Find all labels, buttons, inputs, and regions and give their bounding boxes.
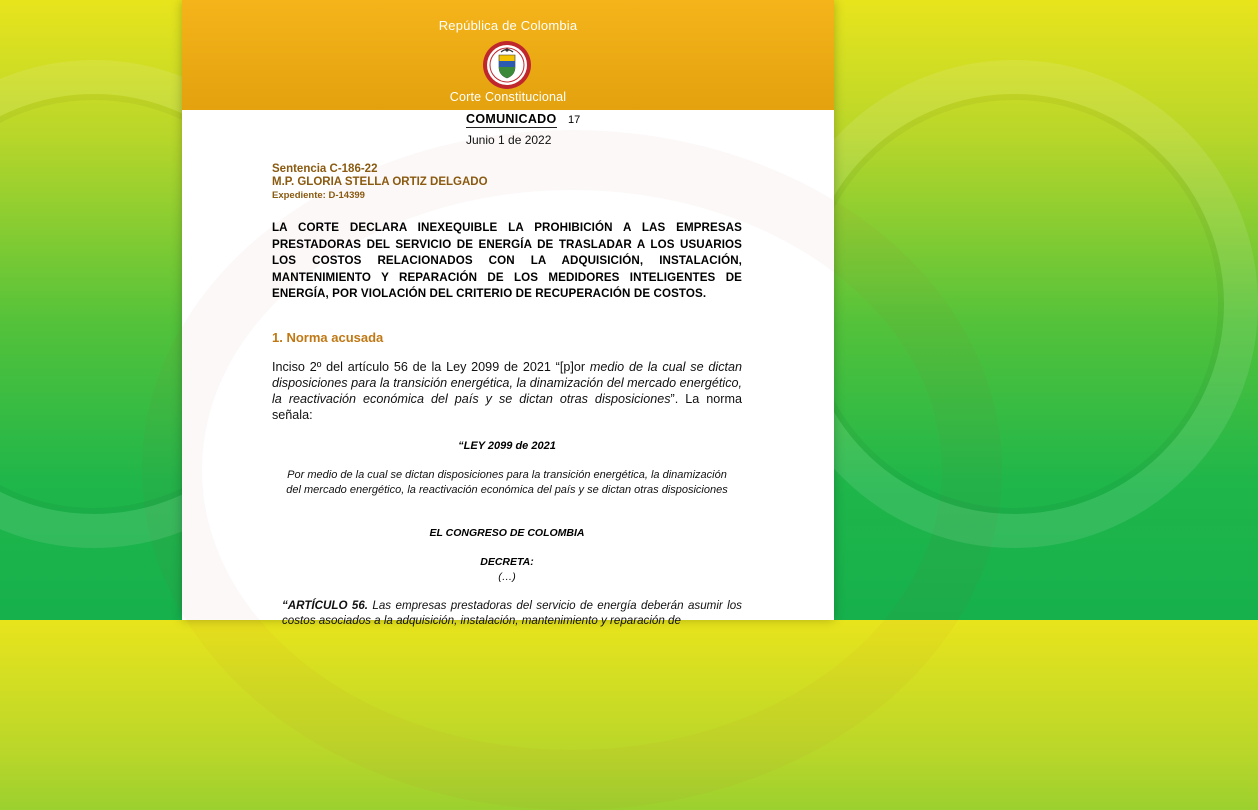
- sentencia-number: Sentencia C-186-22: [272, 163, 378, 175]
- case-metadata: [272, 163, 488, 201]
- law-decreta: DECRETA:: [480, 556, 534, 568]
- header-republic: República de Colombia: [438, 18, 578, 33]
- section-title: 1. Norma acusada: [272, 330, 384, 345]
- comunicado-row: [466, 112, 580, 128]
- header-court: Corte Constitucional: [449, 90, 567, 104]
- paragraph-end-text: ”. La norma señala:: [272, 392, 742, 422]
- comunicado-number: 17: [567, 114, 581, 126]
- expediente-number: Expediente: D-14399: [272, 190, 365, 201]
- magistrate-name: M.P. GLORIA STELLA ORTIZ DELGADO: [272, 176, 488, 188]
- article-text: Las empresas prestadoras del servicio de energía deberán asumir los costos asociados a la adquisición, instalación, mantenimiento y reparación de: [282, 599, 742, 627]
- paragraph-italic-text: medio de la cual se dictan disposiciones para la transición energética, la dinamización del mercado energético, la reactivación económica del país y se dictan otras disposiciones: [272, 360, 742, 406]
- article-label: “ARTÍCULO 56.: [282, 599, 368, 612]
- paragraph-text: Inciso 2º del artículo 56 de la Ley 2099 de 2021 “[p]or: [272, 360, 590, 374]
- law-ellipsis: (…): [498, 571, 516, 583]
- law-title: “LEY 2099 de 2021: [458, 440, 556, 452]
- comunicado-label: COMUNICADO: [466, 112, 557, 126]
- section-paragraph: [272, 359, 742, 423]
- comunicado-date: Junio 1 de 2022: [466, 133, 552, 147]
- document-page: [182, 0, 834, 627]
- ruling-headline: LA CORTE DECLARA INEXEQUIBLE LA PROHIBICIÓN A LAS EMPRESAS PRESTADORAS DEL SERVICIO DE ENERGÍA DE TRASLADAR A LOS USUARIOS LOS COSTOS RELACIONADOS CON LA ADQUISICIÓN, INSTALACIÓN, MANTENIMIENTO Y REPARACIÓN DE LOS MEDIDORES INTELIGENTES DE ENERGÍA, POR VIOLACIÓN DEL CRITERIO DE RECUPERACIÓN DE COSTOS.: [272, 221, 742, 300]
- coat-of-arms-icon: [482, 40, 532, 90]
- law-congreso: EL CONGRESO DE COLOMBIA: [429, 527, 585, 539]
- law-description: Por medio de la cual se dictan disposiciones para la transición energética, la dinamización del mercado energético, la reactivación económica del país y se dictan otras disposiciones: [286, 469, 728, 496]
- law-article: [282, 598, 742, 628]
- document-header: [182, 0, 834, 110]
